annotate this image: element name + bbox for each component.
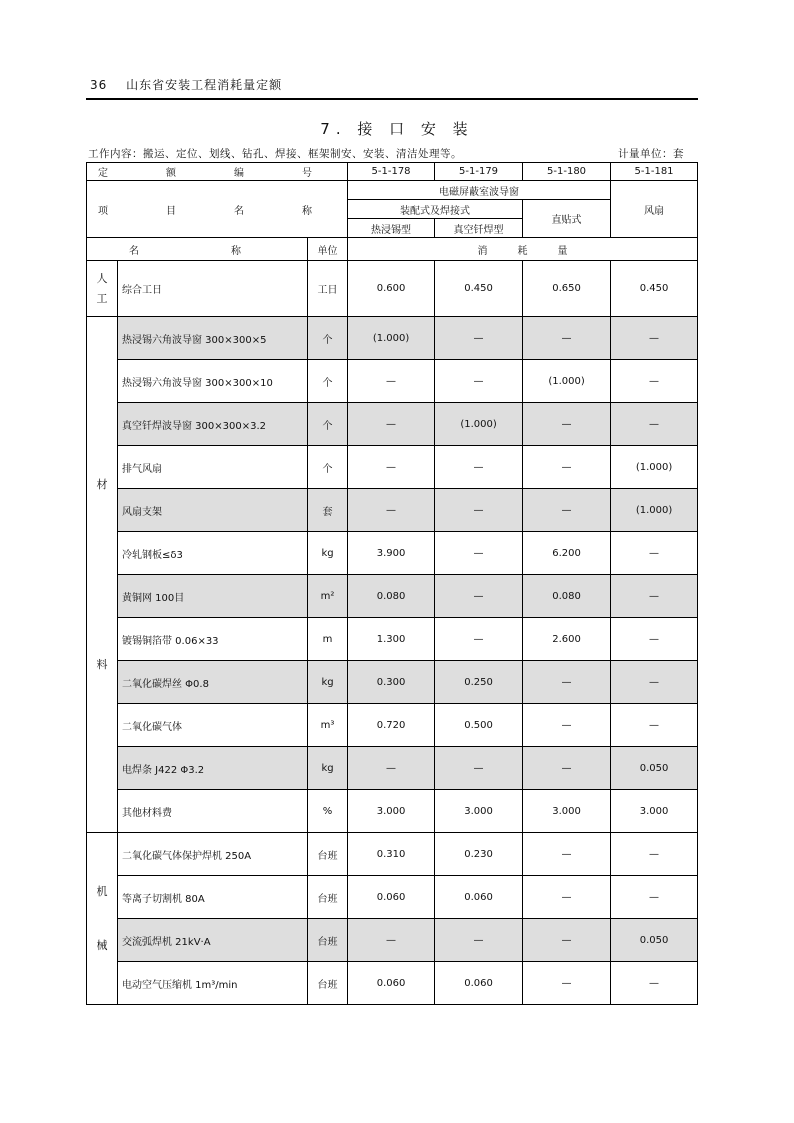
cell-value: — [523,661,611,704]
page-number: 36 [90,78,108,92]
row-name: 热浸锡六角波导窗 300×300×10 [118,360,308,403]
cell-value: 0.450 [435,261,523,317]
category-char: 工 [96,291,108,305]
cell-value: — [435,618,523,661]
cell-value: 3.000 [435,790,523,833]
row-name: 镀锡铜箔带 0.06×33 [118,618,308,661]
table-row [87,403,698,446]
cell-value: 3.000 [348,790,435,833]
item-name-label: 项 目 名 称 [87,181,348,238]
row-name: 冷轧钢板≤δ3 [118,532,308,575]
cell-value: — [523,489,611,532]
cell-value: 0.500 [435,704,523,747]
table-row [87,618,698,661]
table-row [87,317,698,360]
cell-value: 0.050 [611,919,698,962]
row-unit: kg [308,747,348,790]
cell-value: 0.080 [348,575,435,618]
table-row [87,261,698,317]
measurement-unit: 计量单位：套 [618,148,684,160]
table-row [87,962,698,1005]
cell-value: 0.080 [523,575,611,618]
cell-value: — [348,919,435,962]
table-row [87,833,698,876]
unit-label: 单位 [308,238,348,261]
section-title: 7. 接 口 安 装 [320,120,474,138]
cell-value: — [611,876,698,919]
cell-value: 0.230 [435,833,523,876]
table-row [87,876,698,919]
running-header [90,76,296,93]
cell-value: (1.000) [611,446,698,489]
row-name: 真空钎焊波导窗 300×300×3.2 [118,403,308,446]
cell-value: 3.000 [611,790,698,833]
row-unit: 台班 [308,876,348,919]
table-row [87,575,698,618]
cell-value: — [611,704,698,747]
cell-value: — [523,833,611,876]
cell-value: — [523,317,611,360]
row-name: 其他材料费 [118,790,308,833]
row-unit: 工日 [308,261,348,317]
cell-value: — [523,446,611,489]
cell-value: — [435,532,523,575]
cell-value: 0.250 [435,661,523,704]
row-unit: 套 [308,489,348,532]
quota-label: 定 额 编 号 [87,163,348,181]
row-unit: 台班 [308,962,348,1005]
cell-value: (1.000) [348,317,435,360]
row-name: 二氧化碳气体 [118,704,308,747]
cell-value: — [348,360,435,403]
cell-value: — [435,446,523,489]
row-name: 风扇支架 [118,489,308,532]
row-unit: m³ [308,704,348,747]
row-name: 电动空气压缩机 1m³/min [118,962,308,1005]
cell-value: — [435,747,523,790]
cell-value: (1.000) [435,403,523,446]
cell-value: — [523,704,611,747]
cell-value: — [523,962,611,1005]
cell-value: — [348,403,435,446]
cell-value: — [435,575,523,618]
table-row [87,790,698,833]
row-name: 综合工日 [118,261,308,317]
cell-value: (1.000) [611,489,698,532]
table-row [87,704,698,747]
cell-value: — [435,489,523,532]
quota-code: 5-1-181 [611,163,698,181]
cell-value: — [611,403,698,446]
cell-value: — [348,489,435,532]
name-label: 名 称 [87,238,308,261]
table-row [87,360,698,403]
quota-code: 5-1-180 [523,163,611,181]
work-content: 工作内容：搬运、定位、划线、钻孔、焊接、框架制安、安装、清洁处理等。 [88,148,462,160]
category-char: 材 [96,477,108,491]
row-unit: 个 [308,446,348,489]
cell-value: — [611,661,698,704]
cell-value: — [435,317,523,360]
header-rule [86,98,698,100]
row-unit: 台班 [308,833,348,876]
cell-value: — [611,833,698,876]
row-unit: m [308,618,348,661]
cell-value: — [611,532,698,575]
category-char: 料 [96,657,108,671]
cell-value: 0.600 [348,261,435,317]
cell-value: — [435,360,523,403]
quota-code-row [87,163,698,181]
row-name: 热浸锡六角波导窗 300×300×5 [118,317,308,360]
row-name: 交流弧焊机 21kV·A [118,919,308,962]
row-unit: 个 [308,403,348,446]
cell-value: — [611,317,698,360]
table-row [87,661,698,704]
cell-value: — [523,919,611,962]
group-sub-header: 装配式及焊接式 [348,200,523,219]
cell-value: 2.600 [523,618,611,661]
category-machine [87,833,118,1005]
cell-value: 0.060 [348,876,435,919]
cell-value: — [523,403,611,446]
category-char: 机 [96,884,108,898]
cell-value: 3.900 [348,532,435,575]
row-unit: m² [308,575,348,618]
row-unit: % [308,790,348,833]
quota-table [86,162,698,1005]
table-row [87,919,698,962]
cell-value: — [348,747,435,790]
row-name: 排气风扇 [118,446,308,489]
category-char: 械 [96,938,108,952]
book-title: 山东省安装工程消耗量定额 [126,78,283,92]
cell-value: 6.200 [523,532,611,575]
row-name: 等离子切割机 80A [118,876,308,919]
table-row [87,747,698,790]
col-fan-header: 风扇 [611,181,698,238]
row-unit: kg [308,661,348,704]
cell-value: 3.000 [523,790,611,833]
cell-value: — [435,919,523,962]
cell-value: — [523,876,611,919]
category-labor [87,261,118,317]
row-name: 电焊条 J422 Φ3.2 [118,747,308,790]
group-header: 电磁屏蔽室波导窗 [348,181,611,200]
quota-code: 5-1-178 [348,163,435,181]
table-row [87,532,698,575]
table-row [87,489,698,532]
cell-value: 0.050 [611,747,698,790]
row-name: 二氧化碳气体保护焊机 250A [118,833,308,876]
quota-code: 5-1-179 [435,163,523,181]
cell-value: 1.300 [348,618,435,661]
table-row [87,446,698,489]
cell-value: 0.060 [348,962,435,1005]
cell-value: — [611,618,698,661]
col-vac-header: 真空钎焊型 [435,219,523,238]
cell-value: — [611,962,698,1005]
row-unit: 个 [308,360,348,403]
cell-value: 0.450 [611,261,698,317]
row-unit: kg [308,532,348,575]
category-char: 人 [96,271,108,285]
cell-value: 0.650 [523,261,611,317]
row-unit: 台班 [308,919,348,962]
cell-value: 0.310 [348,833,435,876]
consumption-label: 消 耗 量 [348,238,698,261]
category-material [87,317,118,833]
cell-value: 0.720 [348,704,435,747]
row-unit: 个 [308,317,348,360]
row-name: 二氧化碳焊丝 Φ0.8 [118,661,308,704]
cell-value: 0.060 [435,962,523,1005]
cell-value: — [523,747,611,790]
cell-value: 0.060 [435,876,523,919]
cell-value: — [611,360,698,403]
col-direct-header: 直贴式 [523,200,611,238]
cell-value: (1.000) [523,360,611,403]
cell-value: — [348,446,435,489]
cell-value: — [611,575,698,618]
row-name: 黄铜网 100目 [118,575,308,618]
col-hot-header: 热浸锡型 [348,219,435,238]
cell-value: 0.300 [348,661,435,704]
